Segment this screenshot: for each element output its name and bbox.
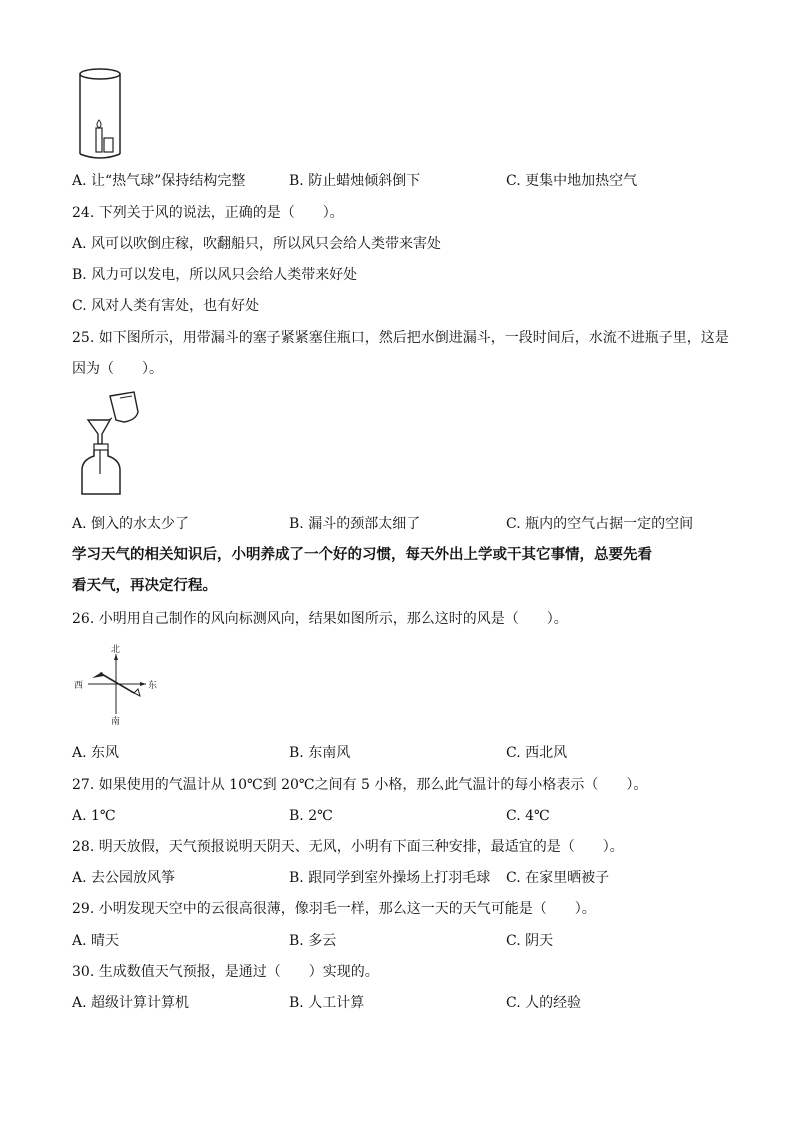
- section-intro-line1: 学习天气的相关知识后，小明养成了一个好的习惯，每天外出上学或干其它事情，总要先看: [72, 547, 652, 563]
- q26-stem: 26. 小明用自己制作的风向标测风向，结果如图所示，那么这时的风是（ ）。: [72, 611, 568, 627]
- q25-option-c: C. 瓶内的空气占据一定的空间: [506, 516, 694, 532]
- section-intro-line2: 看天气，再决定行程。: [72, 578, 217, 594]
- q25-option-b: B. 漏斗的颈部太细了: [289, 516, 421, 532]
- cylinder-candle-figure: [74, 66, 126, 162]
- compass-south-label: 南: [111, 717, 121, 726]
- q25-stem-line1: 25. 如下图所示，用带漏斗的塞子紧紧塞住瓶口，然后把水倒进漏斗，一段时间后，水流不进瓶子里，这是: [72, 330, 729, 346]
- q24-stem: 24. 下列关于风的说法，正确的是（ ）。: [72, 205, 344, 221]
- q28-option-c: C. 在家里晒被子: [506, 870, 610, 886]
- q27-stem: 27. 如果使用的气温计从 10℃到 20℃之间有 5 小格，那么此气温计的每小格表示（ ）。: [72, 777, 648, 793]
- q24-option-b: B. 风力可以发电，所以风只会给人类带来好处: [72, 267, 358, 283]
- q24-option-a: A. 风可以吹倒庄稼，吹翻船只，所以风只会给人类带来害处: [72, 236, 442, 252]
- q24-option-c: C. 风对人类有害处，也有好处: [72, 298, 260, 314]
- q29-option-b: B. 多云: [289, 933, 337, 949]
- q23-option-a: A. 让“热气球”保持结构完整: [72, 173, 246, 189]
- q30-stem: 30. 生成数值天气预报，是通过（ ）实现的。: [72, 964, 379, 980]
- bottle-funnel-figure: [76, 390, 142, 500]
- q25-option-a: A. 倒入的水太少了: [72, 516, 190, 532]
- compass-west-label: 西: [74, 681, 84, 691]
- q23-option-b: B. 防止蜡烛倾斜倒下: [289, 173, 421, 189]
- q26-option-b: B. 东南风: [289, 745, 351, 761]
- compass-north-label: 北: [111, 645, 121, 655]
- compass-east-label: 东: [148, 681, 158, 691]
- q26-option-c: C. 西北风: [506, 745, 568, 761]
- q27-option-a: A. 1℃: [72, 808, 116, 824]
- q30-option-a: A. 超级计算计算机: [72, 995, 190, 1011]
- q28-stem: 28. 明天放假，天气预报说明天阴天、无风，小明有下面三种安排，最适宜的是（ ）。: [72, 839, 624, 855]
- q23-option-c: C. 更集中地加热空气: [506, 173, 638, 189]
- wind-vane-compass: [72, 640, 158, 726]
- q27-option-b: B. 2℃: [289, 808, 333, 824]
- q28-option-b: B. 跟同学到室外操场上打羽毛球: [289, 870, 491, 886]
- q29-stem: 29. 小明发现天空中的云很高很薄，像羽毛一样，那么这一天的天气可能是（ ）。: [72, 901, 596, 917]
- q28-option-a: A. 去公园放风筝: [72, 870, 176, 886]
- q27-option-c: C. 4℃: [506, 808, 550, 824]
- q29-option-a: A. 晴天: [72, 933, 120, 949]
- q29-option-c: C. 阴天: [506, 933, 554, 949]
- q26-option-a: A. 东风: [72, 745, 120, 761]
- q30-option-b: B. 人工计算: [289, 995, 365, 1011]
- q30-option-c: C. 人的经验: [506, 995, 582, 1011]
- q25-stem-line2: 因为（ ）。: [72, 361, 163, 377]
